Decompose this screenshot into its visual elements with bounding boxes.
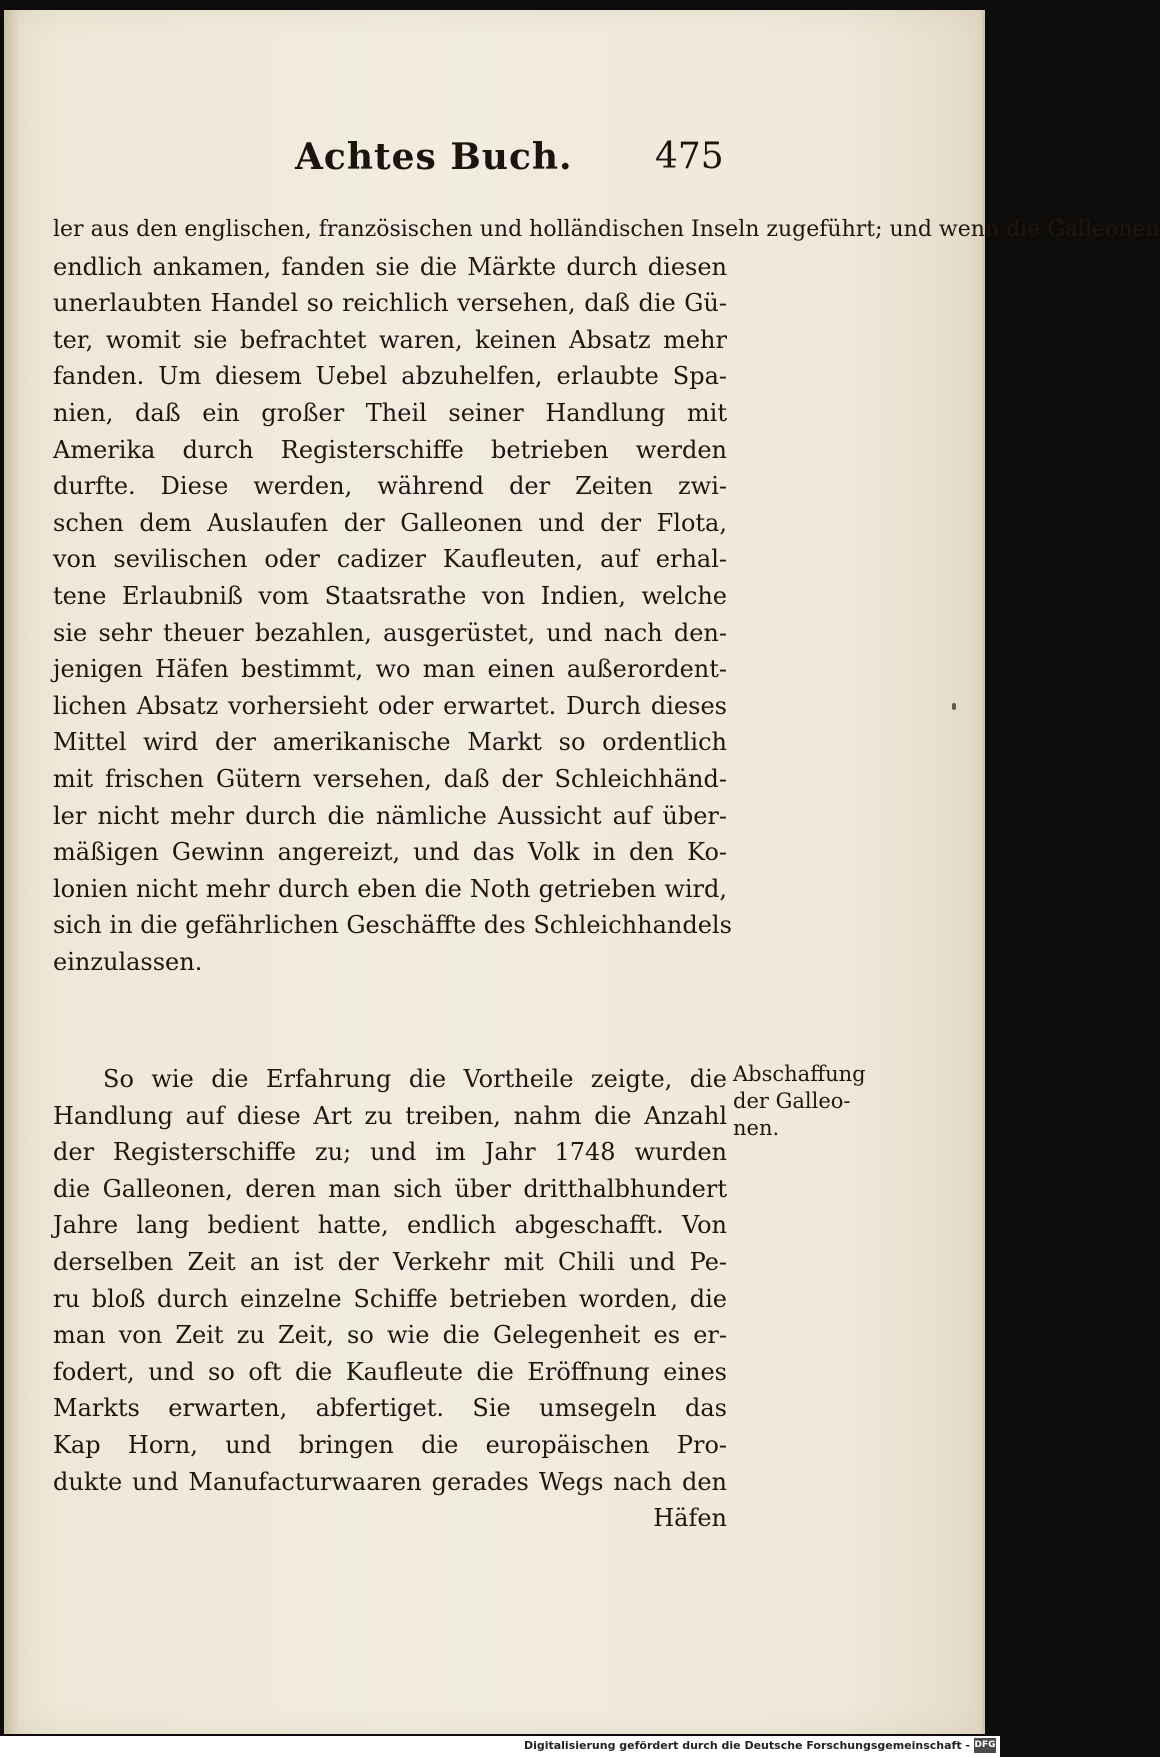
catchword: Häfen	[653, 1504, 727, 1533]
funding-credit: Digitalisierung gefördert durch die Deutsche Forschungsgemeinschaft -	[523, 1739, 970, 1752]
text-line: Kap Horn, und bringen die europäischen Pro-	[53, 1430, 727, 1459]
page-header	[0, 128, 1000, 188]
text-line: fodert, und so oft die Kaufleute die Eröffnung eines	[53, 1357, 727, 1386]
running-title: Achtes Buch.	[295, 136, 573, 178]
marginal-note-line: der Galleo-	[733, 1089, 851, 1113]
text-line: dukte und Manufacturwaaren gerades Wegs nach den	[53, 1467, 727, 1496]
text-line: einzulassen.	[53, 947, 203, 976]
text-line: lichen Absatz vorhersieht oder erwartet. Durch dieses	[53, 691, 727, 720]
text-line: Mittel wird der amerikanische Markt so ordentlich	[53, 728, 727, 757]
text-line: Jahre lang bedient hatte, endlich abgeschafft. Von	[53, 1211, 727, 1240]
text-line: von sevilischen oder cadizer Kaufleuten, auf erhal-	[53, 545, 727, 574]
paper-speck	[952, 703, 956, 710]
text-line: nien, daß ein großer Theil seiner Handlung mit	[53, 398, 727, 427]
text-line: endlich ankamen, fanden sie die Märkte durch diesen	[53, 252, 727, 281]
text-line: ler aus den englischen, französischen und holländischen Inseln zugeführt; und wenn die Galleonen	[53, 217, 1160, 242]
text-line: lonien nicht mehr durch eben die Noth getrieben wird,	[53, 874, 727, 903]
text-line: jenigen Häfen bestimmt, wo man einen außerordent-	[53, 655, 727, 684]
dfg-logo: DFG	[974, 1738, 996, 1753]
text-line: fanden. Um diesem Uebel abzuhelfen, erlaubte Spa-	[53, 362, 727, 391]
text-line: durfte. Diese werden, während der Zeiten zwi-	[53, 472, 727, 501]
marginal-note-line: Abschaffung	[733, 1062, 866, 1086]
text-line: mit frischen Gütern versehen, daß der Schleichhänd-	[53, 764, 727, 793]
text-line: Markts erwarten, abfertiget. Sie umsegeln das	[53, 1394, 727, 1423]
text-line: ler nicht mehr durch die nämliche Aussicht auf über-	[53, 801, 727, 830]
text-line: unerlaubten Handel so reichlich versehen, daß die Gü-	[53, 289, 727, 318]
marginal-note	[733, 1061, 893, 1142]
paragraph-2	[53, 1061, 727, 1537]
text-line: die Galleonen, deren man sich über dritthalbhundert	[53, 1174, 727, 1203]
text-line: tene Erlaubniß vom Staatsrathe von Indien, welche	[53, 581, 727, 610]
text-line: ru bloß durch einzelne Schiffe betrieben worden, die	[53, 1284, 727, 1313]
marginal-note-line: nen.	[733, 1116, 780, 1140]
page-gutter-shadow	[4, 10, 20, 1734]
text-line: sich in die gefährlichen Geschäffte des Schleichhandels	[53, 911, 732, 940]
text-line: mäßigen Gewinn angereizt, und das Volk in den Ko-	[53, 838, 727, 867]
text-line: sie sehr theuer bezahlen, ausgerüstet, und nach den-	[53, 618, 727, 647]
footer-bar	[0, 1736, 1000, 1757]
text-line: schen dem Auslaufen der Galleonen und der Flota,	[53, 508, 727, 537]
page-number: 475	[655, 136, 724, 177]
paragraph-1	[53, 212, 1160, 980]
text-line: Handlung auf diese Art zu treiben, nahm die Anzahl	[53, 1101, 727, 1130]
text-line: So wie die Erfahrung die Vortheile zeigte, die	[103, 1065, 727, 1093]
text-line: man von Zeit zu Zeit, so wie die Gelegenheit es er-	[53, 1321, 727, 1350]
text-line: der Registerschiffe zu; und im Jahr 1748 wurden	[53, 1138, 727, 1167]
text-line: Amerika durch Registerschiffe betrieben werden	[53, 435, 727, 464]
text-line: ter, womit sie befrachtet waren, keinen Absatz mehr	[53, 325, 727, 354]
text-line: derselben Zeit an ist der Verkehr mit Chili und Pe-	[53, 1247, 727, 1276]
